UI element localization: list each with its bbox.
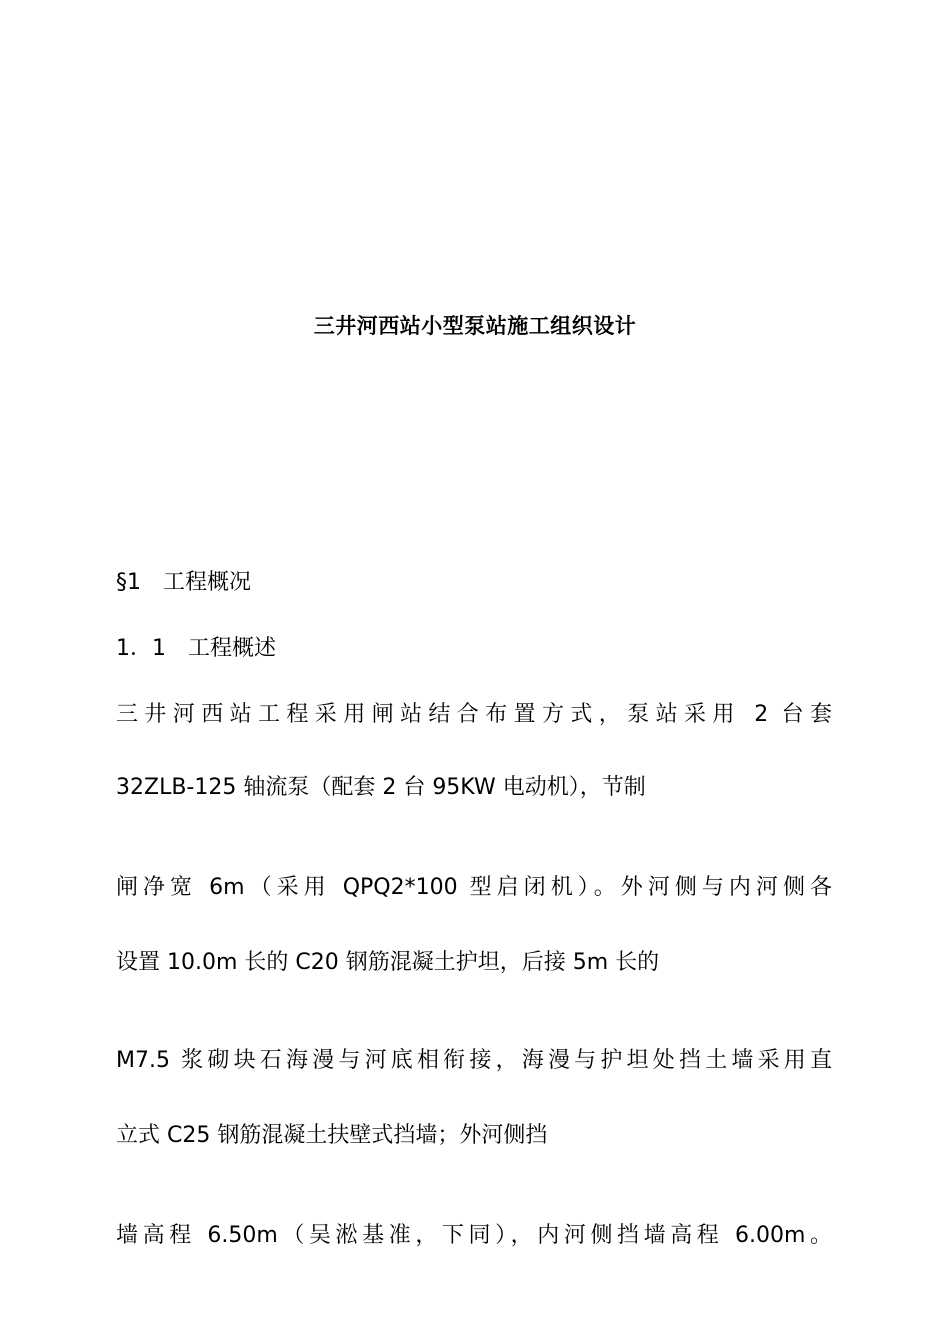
subsection-heading: 1．1 工程概述 [116, 636, 276, 661]
body-line-6: 立式 C25 钢筋混凝土扶壁式挡墙；外河侧挡 [116, 1123, 548, 1148]
body-line-4: 设置 10.0m 长的 C20 钢筋混凝土护坦，后接 5m 长的 [116, 950, 660, 975]
body-line-1: 三井河西站工程采用闸站结合布置方式，泵站采用 2 台套 [116, 702, 832, 727]
section-heading: §1 工程概况 [116, 570, 251, 595]
body-line-2: 32ZLB-125 轴流泵（配套 2 台 95KW 电动机），节制 [116, 775, 646, 800]
body-line-3: 闸净宽 6m（采用 QPQ2*100 型启闭机）。外河侧与内河侧各 [116, 875, 832, 900]
body-line-7: 墙高程 6.50m（吴淞基准，下同），内河侧挡墙高程 6.00m。 [116, 1223, 832, 1248]
document-title: 三井河西站小型泵站施工组织设计 [313, 314, 637, 338]
body-line-5: M7.5 浆砌块石海漫与河底相衔接，海漫与护坦处挡土墙采用直 [116, 1048, 832, 1073]
